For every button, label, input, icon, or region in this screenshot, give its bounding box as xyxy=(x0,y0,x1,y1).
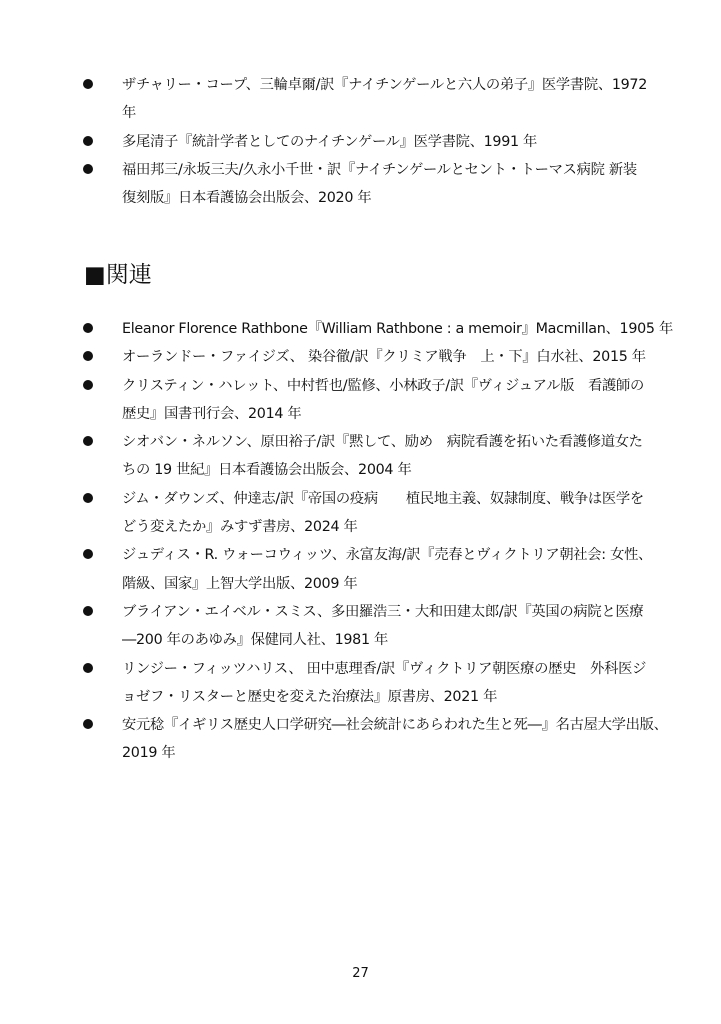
list-item-text: 復刻版』日本看護協会出版会、2020 年 xyxy=(122,190,372,207)
section-heading-related: ■関連 xyxy=(84,262,152,288)
list-item-text: ちの 19 世紀』日本看護協会出版会、2004 年 xyxy=(122,462,412,479)
bullet-icon xyxy=(83,549,93,559)
bullet-icon xyxy=(83,79,93,89)
list-item xyxy=(0,343,721,371)
list-item xyxy=(0,655,721,712)
bullet-icon xyxy=(83,663,93,673)
list-item-text: ョゼフ・リスターと歴史を変えた治療法』原書房、2021 年 xyxy=(122,688,498,705)
list-item xyxy=(0,156,721,213)
list-item-text: 多尾清子『統計学者としてのナイチンゲール』医学書院、1991 年 xyxy=(122,133,538,150)
bullet-icon xyxy=(83,493,93,503)
bullet-icon xyxy=(83,323,93,333)
list-item-text: ジュディス・R. ウォーコウィッツ、永富友海/訳『売春とヴィクトリア朝社会: 女性、 xyxy=(122,547,653,564)
list-item-text: 歴史』国書刊行会、2014 年 xyxy=(122,405,302,422)
list-item-text: ブライアン・エイベル・スミス、多田羅浩三・大和田建太郎/訳『英国の病院と医療 xyxy=(122,603,644,620)
bullet-icon xyxy=(83,436,93,446)
list-item xyxy=(0,598,721,655)
list-item-text: ―200 年のあゆみ』保健同人社、1981 年 xyxy=(122,632,389,649)
reference-list-related xyxy=(0,315,721,768)
bullet-icon xyxy=(83,606,93,616)
list-item xyxy=(0,315,721,343)
bullet-icon xyxy=(83,136,93,146)
list-item xyxy=(0,541,721,598)
list-item-text: ジム・ダウンズ、仲達志/訳『帝国の疫病 植民地主義、奴隷制度、戦争は医学を xyxy=(122,490,644,507)
bullet-icon xyxy=(83,164,93,174)
list-item-text: 階級、国家』上智大学出版、2009 年 xyxy=(122,575,358,592)
list-item-text: オーランドー・ファイジズ、 染谷徹/訳『クリミア戦争 上・下』白水社、2015 年 xyxy=(122,349,646,366)
list-item-text: 安元稔『イギリス歴史人口学研究―社会統計にあらわれた生と死―』名古屋大学出版、 xyxy=(122,717,668,734)
list-item xyxy=(0,485,721,542)
list-item-text: Eleanor Florence Rathbone『William Rathbone : a memoir』Macmillan、1905 年 xyxy=(122,321,673,337)
bullet-icon xyxy=(83,380,93,390)
list-item-text: どう変えたか』みすず書房、2024 年 xyxy=(122,519,358,536)
list-item xyxy=(0,71,721,128)
list-item-text: シオバン・ネルソン、原田裕子/訳『黙して、励め 病院看護を拓いた看護修道女た xyxy=(122,434,643,451)
list-item xyxy=(0,428,721,485)
list-item-text: 2019 年 xyxy=(122,745,176,762)
list-item-text: ザチャリー・コープ、三輪卓爾/訳『ナイチンゲールと六人の弟子』医学書院、1972 xyxy=(122,77,648,93)
list-item xyxy=(0,372,721,429)
list-item xyxy=(0,128,721,156)
list-item-text: クリスティン・ハレット、中村哲也/監修、小林政子/訳『ヴィジュアル版 看護師の xyxy=(122,377,645,394)
list-item-text: リンジー・フィッツハリス、 田中恵理香/訳『ヴィクトリア朝医療の歴史 外科医ジ xyxy=(122,660,647,677)
bullet-icon xyxy=(83,351,93,361)
list-item xyxy=(0,711,721,768)
list-item-text: 福田邦三/永坂三夫/久永小千世・訳『ナイチンゲールとセント・トーマス病院 新装 xyxy=(122,161,637,178)
list-item-text: 年 xyxy=(122,105,136,122)
bullet-icon xyxy=(83,719,93,729)
reference-list-top xyxy=(0,71,721,212)
page-number: 27 xyxy=(352,966,369,981)
